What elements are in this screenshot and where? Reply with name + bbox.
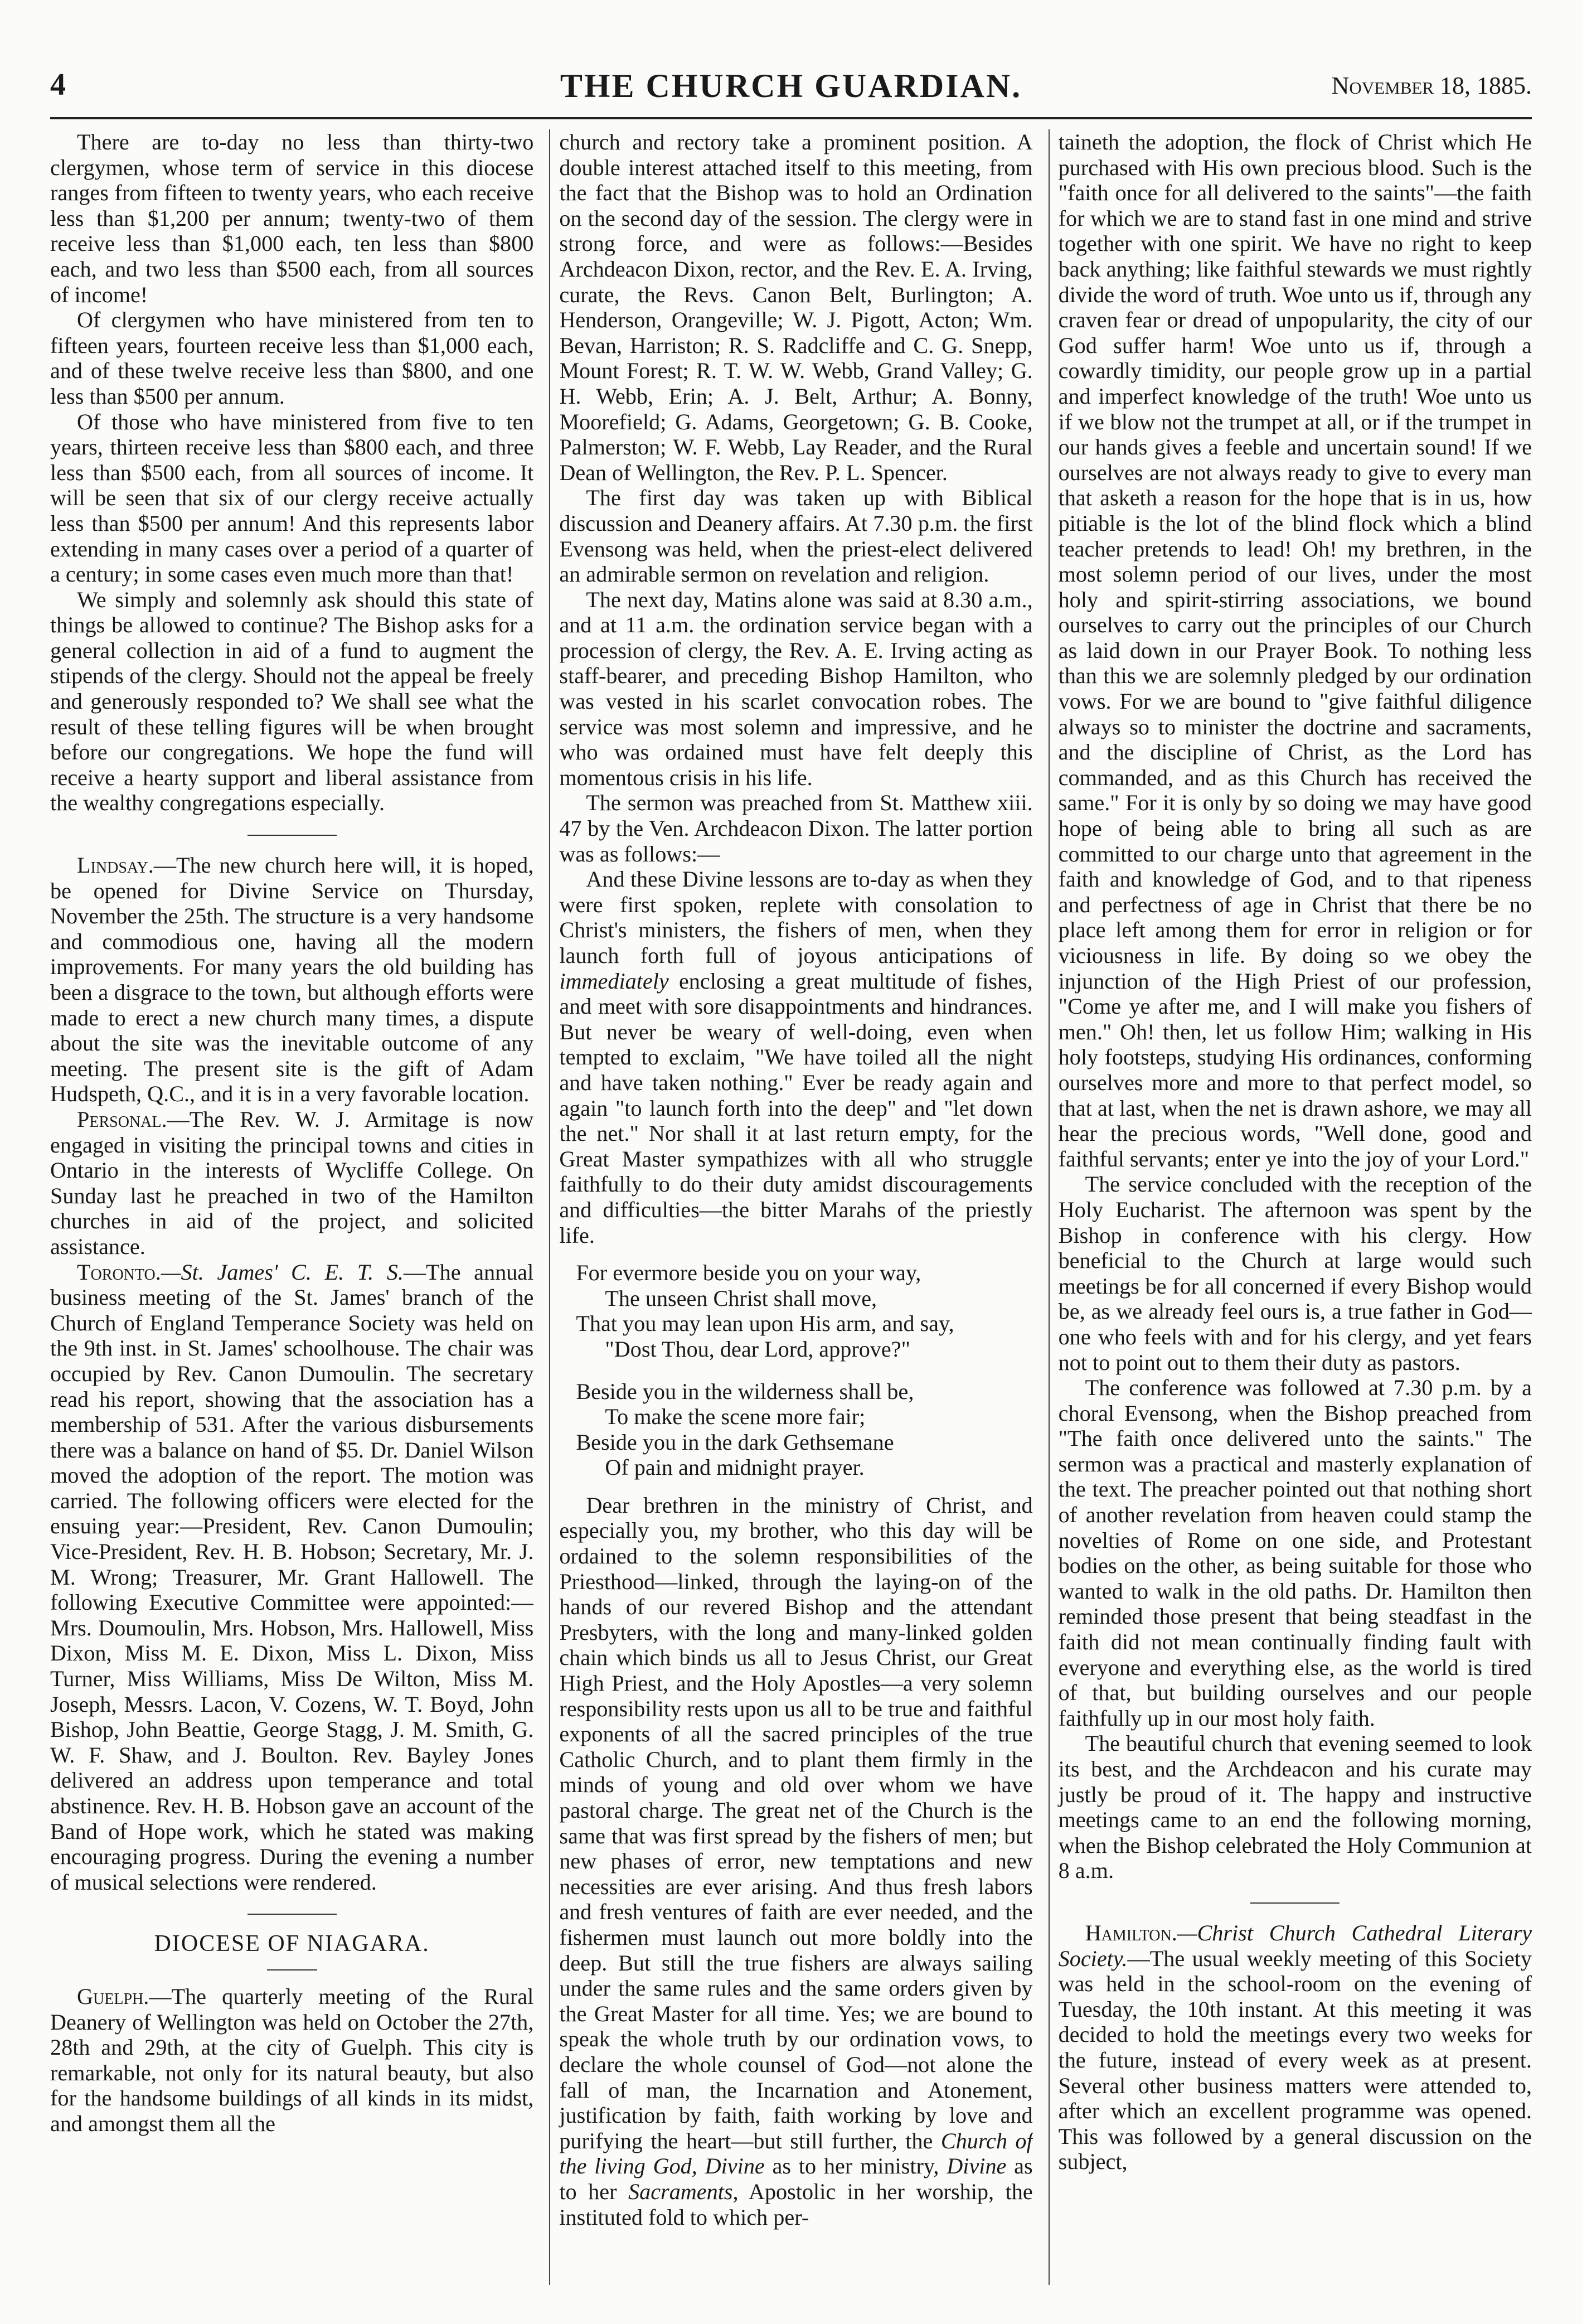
personal-item bbox=[50, 1107, 533, 1260]
emphasis: Divine bbox=[947, 2153, 1007, 2179]
issue-date: November 18, 1885. bbox=[1331, 72, 1532, 99]
sermon-paragraph-2 bbox=[559, 1493, 1032, 2230]
hamilton-text: —The usual weekly meeting of this Society was held in the school-room on the evening of Tuesday, the 10th instant. At this meeting it was decided to hold the meetings every two weeks for the future, instead of every week as at present. Several other business matters were attended to, after which an excellent programme was opened. This was followed by a general discussion on the subject, bbox=[1058, 1945, 1532, 2175]
emphasis: Church of the living God, Divine bbox=[559, 2128, 1033, 2179]
sermon-text: as to her ministry, bbox=[764, 2153, 947, 2179]
stipend-paragraph-2: Of clergymen who have ministered from ten to fifteen years, fourteen receive less than $1,000 each, and of these twelve receive less than $800, and one less than $500 per annum. bbox=[50, 307, 534, 409]
sermon-text: as to her bbox=[559, 2153, 1033, 2204]
column-2 bbox=[549, 129, 1032, 2285]
page-number: 4 bbox=[50, 67, 66, 102]
sermon-intro: The sermon was preached from St. Matthew xiii. 47 by the Ven. Archdeacon Dixon. The latter portion was as follows:— bbox=[559, 790, 1033, 866]
evensong-paragraph: The conference was followed at 7.30 p.m. by a choral Evensong, when the Bishop preached from "The faith once delivered unto the saints." The sermon was a practical and masterly explanation of the text. The preacher pointed out that nothing short of another revelation from heaven could stamp the novelties of Rome on one side, and Protestant bodies on the other, as being suitable for those who wanted to walk in the old paths. Dr. Hamilton then reminded those present that being steadfast in the faith did not mean continually finding fault with everyone and everything else, as the world is tired of that, but building ourselves and our people faithfully up in our most holy faith. bbox=[1058, 1375, 1532, 1731]
poem-line: Beside you in the dark Gethsemane bbox=[576, 1429, 894, 1455]
poem-line: The unseen Christ shall move, bbox=[605, 1285, 877, 1311]
personal-heading: Personal. bbox=[77, 1106, 167, 1132]
hamilton-item bbox=[1059, 1920, 1532, 2175]
guelph-heading: Guelph. bbox=[77, 1983, 149, 2009]
section-divider bbox=[248, 835, 337, 836]
newspaper-title: THE CHURCH GUARDIAN. bbox=[560, 67, 1022, 104]
sermon-text: , Apostolic in her worship, the instituted fold to which per- bbox=[559, 2178, 1033, 2230]
article-columns bbox=[50, 129, 1532, 2285]
poem-stanza bbox=[576, 1260, 1032, 1362]
closing-paragraph: The beautiful church that evening seemed to look its best, and the Archdeacon and his curate may justly be proud of it. The happy and instructive meetings came to an end the following morning, when the Bishop celebrated the Holy Communion at 8 a.m. bbox=[1058, 1731, 1532, 1884]
guelph-continued: church and rectory take a prominent position. A double interest attached itself to this meeting, from the fact that the Bishop was to hold an Ordination on the second day of the session. The clergy were in strong force, and were as follows:—Besides Archdeacon Dixon, rector, and the Rev. E. A. Irving, curate, the Revs. Canon Belt, Burlington; A. Henderson, Orangeville; W. J. Pigott, Acton; Wm. Bevan, Harriston; R. S. Radcliffe and C. G. Snepp, Mount Forest; R. T. W. W. Webb, Grand Valley; G. H. Webb, Erin; A. J. Belt, Arthur; A. Bonny, Moorefield; G. Adams, Georgetown; G. B. Cooke, Palmerston; W. F. Webb, Lay Reader, and the Rural Dean of Wellington, the Rev. P. L. Spencer. bbox=[559, 129, 1033, 485]
sermon-text: And these Divine lessons are to-day as when they were first spoken, replete with consolation to Christ's ministers, the fishers of men, when they launch forth full of joyous anticipations of bbox=[559, 866, 1033, 968]
lindsay-heading: Lindsay. bbox=[77, 853, 154, 878]
sermon-text: enclosing a great multitude of fishes, and meet with sore disappointments and hindrances. But never be weary of well-doing, even when tempted to exclaim, "We have toiled all the night and have taken nothing." Ever be ready again and again "to launch forth into the deep" and "let down the net." Nor shall it at last return empty, for the Great Master sympathizes with all who struggle faithfully to do their duty amidst discouragements and difficulties—the bitter Marahs of the priestly life. bbox=[559, 968, 1033, 1248]
toronto-subheading: —St. James' C. E. T. S. bbox=[161, 1259, 404, 1285]
poem-line: For evermore beside you on your way, bbox=[576, 1260, 921, 1286]
stipend-paragraph-3: Of those who have ministered from five to ten years, thirteen receive less than $800 each, and three less than $500 each, from all sources of income. It will be seen that six of our clergy receive actually less than $500 per annum! And this represents labor extending in many cases over a period of a quarter of a century; in some cases even much more than that! bbox=[50, 409, 534, 587]
poem-line: Beside you in the wilderness shall be, bbox=[576, 1378, 914, 1404]
hamilton-subheading: —Christ Church Cathedral Literary Society. bbox=[1058, 1920, 1532, 1971]
section-divider bbox=[267, 1969, 317, 1970]
toronto-heading: Toronto. bbox=[77, 1259, 161, 1285]
emphasis: Sacraments bbox=[628, 2178, 733, 2204]
diocese-heading: DIOCESE OF NIAGARA. bbox=[154, 1931, 430, 1957]
poem-line: To make the scene more fair; bbox=[605, 1404, 866, 1430]
guelph-item bbox=[50, 1984, 533, 2137]
section-divider bbox=[1250, 1902, 1340, 1904]
poem-line: Of pain and midnight prayer. bbox=[605, 1455, 865, 1480]
poem-stanza bbox=[576, 1379, 1032, 1480]
stipend-paragraph-1: There are to-day no less than thirty-two clergymen, whose term of service in this diocese ranges from fifteen to twenty years, who each receive less than $1,200 per annum; twenty-two of them receive less than $1,000 each, ten less than $800 each, and two less than $500 each, from all sources of income! bbox=[50, 129, 534, 307]
sermon-paragraph-1 bbox=[559, 866, 1032, 1248]
first-day-paragraph: The first day was taken up with Biblical discussion and Deanery affairs. At 7.30 p.m. the first Evensong was held, when the priest-elect delivered an admirable sermon on revelation and religion. bbox=[559, 485, 1033, 587]
guelph-text: —The quarterly meeting of the Rural Deanery of Wellington was held on October the 27th, 28th and 29th, at the city of Guelph. This city is remarkable, not only for its natural beauty, but also for the handsome buildings of all kinds in its midst, and amongst them all the bbox=[50, 1983, 534, 2136]
column-3 bbox=[1049, 129, 1532, 2285]
eucharist-paragraph: The service concluded with the reception of the Holy Eucharist. The afternoon was spent by the Bishop in conference with his clergy. How beneficial to the Church at large would such meetings be for all concerned if every Bishop would be, as we already feel ours is, a true father in God—one who feels with and for his clergy, and yet fears not to point out to them their duty as pastors. bbox=[1058, 1171, 1532, 1375]
section-divider bbox=[248, 1914, 337, 1915]
sermon-continued: taineth the adoption, the flock of Christ which He purchased with His own precious blood. Such is the "faith once for all delivered to the saints"—the faith for which we are to stand fast in one mind and strive together with one spirit. We have no right to keep back anything; like faithful stewards we must rightly divide the word of truth. Woe unto us if, through any craven fear or dread of unpopularity, the city of our God suffer harm! Woe unto us if, through a cowardly timidity, our people grow up in a partial and imperfect knowledge of the truth! Woe unto us if we blow not the trumpet at all, or if the trumpet in our hands gives a feeble and uncertain sound! If we ourselves are not always ready to give to every man that asketh a reason for the hope that is in us, how pitiable is the lot of the blind flock which a blind teacher pretends to lead! Oh! my brethren, in the most solemn period of our lives, under the most holy and spirit-stirring associations, we bound ourselves to carry out the principles of our Church as laid down in our Prayer Book. To nothing less than this we are solemnly pledged by our ordination vows. For we are bound to "give faithful diligence always so to minister the doctrine and sacraments, and the discipline of Christ, as the Lord has commanded, and as this Church has received the same." For it is only by so doing we may have good hope of being able to bring all such as are committed to our charge unto that agreement in the faith and knowledge of God, and to that ripeness and perfectness of age in Christ that there be no place left among them for error in religion or for viciousness in life. By doing so we obey the injunction of the High Priest of our profession, "Come ye after me, and I will make you fishers of men." Oh! then, let us follow Him; walking in His holy footsteps, studying His ordinances, conforming ourselves more and more to that perfect model, so that at last, when the net is drawn ashore, we may all hear the precious words, "Well done, good and faithful servants; enter ye into the joy of your Lord." bbox=[1058, 129, 1532, 1171]
stipend-paragraph-4: We simply and solemnly ask should this state of things be allowed to continue? The Bishop asks for a general collection in aid of a fund to augment the stipends of the clergy. Should not the appeal be freely and generously responded to? We shall see what the result of these telling figures will be when brought before our congregations. We hope the fund will receive a hearty support and liberal assistance from the wealthy congregations especially. bbox=[50, 587, 534, 816]
personal-text: —The Rev. W. J. Armitage is now engaged in visiting the principal towns and cities in Ontario in the interests of Wycliffe College. On Sunday last he preached in two of the Hamilton churches in aid of the project, and solicited assistance. bbox=[50, 1106, 534, 1259]
poem bbox=[576, 1260, 1032, 1480]
toronto-text: —The annual business meeting of the St. James' branch of the Church of England Temperance Society was held on the 9th inst. in St. James' schoolhouse. The chair was occupied by Rev. Canon Dumoulin. The secretary read his report, showing that the association has a membership of 531. After the various disbursements there was a balance on hand of $5. Dr. Daniel Wilson moved the adoption of the report. The motion was carried. The following officers were elected for the ensuing year:—President, Rev. Canon Dumoulin; Vice-President, Rev. H. B. Hobson; Secretary, Mr. J. M. Wrong; Treasurer, Mr. Grant Hallowell. The following Executive Committee were appointed:—Mrs. Doumoulin, Mrs. Hobson, Mrs. Hallowell, Miss Dixon, Miss M. E. Dixon, Miss L. Dixon, Miss Turner, Miss Williams, Miss De Wilton, Miss M. Joseph, Messrs. Lacon, V. Cozens, W. T. Boyd, John Bishop, John Beattie, George Stagg, J. M. Smith, G. W. F. Shaw, and J. Boulton. Rev. Bayley Jones delivered an address upon temperance and total abstinence. Rev. H. B. Hobson gave an account of the Band of Hope work, which he stated was making encouraging progress. During the evening a number of musical selections were rendered. bbox=[50, 1259, 534, 1895]
lindsay-text: —The new church here will, it is hoped, be opened for Divine Service on Thursday, November the 25th. The structure is a very handsome and commodious one, having all the modern improvements. For many years the old building has been a disgrace to the town, but although efforts were made to erect a new church many times, a dispute about the site was the inevitable outcome of any meeting. The present site is the gift of Adam Hudspeth, Q.C., and it is in a very favorable location. bbox=[50, 853, 534, 1107]
column-1 bbox=[50, 129, 533, 2285]
hamilton-heading: Hamilton. bbox=[1085, 1920, 1177, 1945]
lindsay-item bbox=[50, 853, 533, 1107]
poem-line: "Dost Thou, dear Lord, approve?" bbox=[605, 1336, 910, 1362]
poem-line: That you may lean upon His arm, and say, bbox=[576, 1311, 954, 1337]
ordination-paragraph: The next day, Matins alone was said at 8.30 a.m., and at 11 a.m. the ordination service began with a procession of clergy, the Rev. A. E. Irving acting as staff-bearer, and preceding Bishop Hamilton, who was vested in his scarlet convocation robes. The service was most solemn and impressive, and he who was ordained must have felt deeply this momentous crisis in his life. bbox=[559, 587, 1033, 790]
sermon-text: Dear brethren in the ministry of Christ, and especially you, my brother, who this day will be ordained to the solemn responsibilities of the Priesthood—linked, through the laying-on of the hands of our revered Bishop and the attendant Presbyters, with the long and many-linked golden chain which binds us all to Jesus Christ, our Great High Priest, and the Holy Apostles—a very solemn responsibility rests upon us all to be true and faithful exponents of all the sacred principles of the true Catholic Church, and to plant them firmly in the minds of young and old over whom we have pastoral charge. The great net of the Church is the same that was first spread by the fishers of men; but new phases of error, new temptations and new necessities are ever arising. And thus fresh labors and fresh ventures of faith are ever needed, and the fishermen must launch out more boldly into the deep. But still the true fishers are always sailing under the same rules and the same orders given by the Great Master for all time. Yes; we are bound to speak the whole truth by our ordination vows, to declare the whole counsel of God—not alone the fall of man, the Incarnation and Atonement, justification by faith, faith working by love and purifying the heart—but still further, the bbox=[559, 1492, 1033, 2153]
emphasis: immediately bbox=[559, 968, 669, 994]
masthead bbox=[50, 67, 1532, 119]
toronto-item bbox=[50, 1260, 533, 1895]
